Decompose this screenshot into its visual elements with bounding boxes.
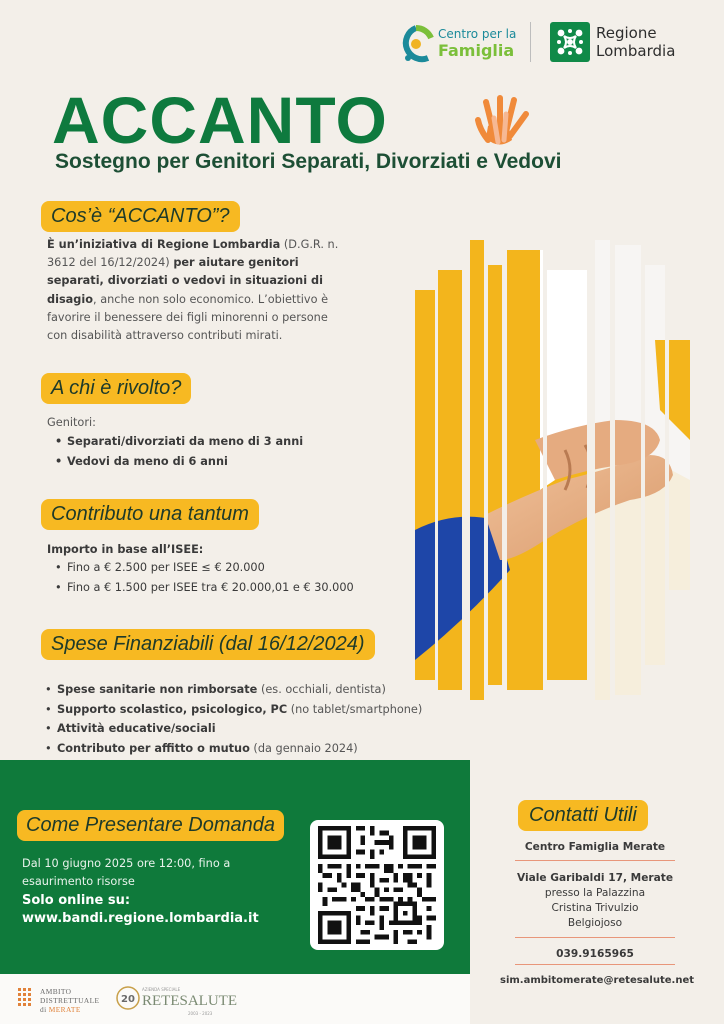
chi-heading: A chi è rivolto? <box>41 373 191 404</box>
rosa-camuna-icon <box>550 22 590 62</box>
hand-icon <box>472 90 534 150</box>
contact-email[interactable]: sim.ambitomerate@retesalute.net <box>500 975 695 986</box>
page-subtitle: Sostegno per Genitori Separati, Divorziati e Vedovi <box>55 150 562 173</box>
list-item: • Spese sanitarie non rimborsate (es. occhiali, dentista) <box>37 680 422 700</box>
contact-address: Viale Garibaldi 17, Merate <box>516 872 674 884</box>
contact-divider <box>515 937 675 938</box>
list-item: • Vedovi da meno di 6 anni <box>47 452 303 472</box>
bandi-link[interactable]: www.bandi.regione.lombardia.it <box>22 911 259 926</box>
contributo-list <box>47 558 354 597</box>
hands-photo <box>415 240 690 700</box>
family-circle-icon <box>398 22 434 66</box>
spese-heading: Spese Finanziabili (dal 16/12/2024) <box>41 629 375 660</box>
domanda-online-label: Solo online su: <box>22 893 131 908</box>
contact-address-detail: presso la Palazzina Cristina Trivulzio Belgiojoso <box>544 887 646 929</box>
list-item: • Fino a € 2.500 per ISEE ≤ € 20.000 <box>47 558 354 578</box>
contact-org: Centro Famiglia Merate <box>524 841 666 853</box>
chi-intro: Genitori: <box>47 416 96 429</box>
regione-lombardia-logo <box>550 22 700 64</box>
cpf-line2: Famiglia <box>438 41 515 60</box>
list-item: • Separati/divorziati da meno di 3 anni <box>47 432 303 452</box>
contact-divider <box>515 964 675 965</box>
list-item: • Fino a € 1.500 per ISEE tra € 20.000,01 e € 30.000 <box>47 578 354 598</box>
cose-description: È un’iniziativa di Regione Lombardia (D.G.R. n. 3612 del 16/12/2024) per aiutare genitori separati, divorziati o vedovi in situazioni di disagio, anche non solo economico. L’obiettivo è favorire il benessere dei figli minorenni o persone con disabilità attraverso contributi mirati. <box>47 238 339 343</box>
spese-list <box>37 680 422 758</box>
retesalute-badge-icon <box>116 986 140 1010</box>
centro-per-la-famiglia-logo <box>398 22 518 66</box>
contributo-intro: Importo in base all’ISEE: <box>47 543 204 556</box>
list-item: • Contributo per affitto o mutuo (da gennaio 2024) <box>37 739 422 759</box>
retesalute-years: 2003 - 2023 <box>188 1011 213 1016</box>
list-item: • Supporto scolastico, psicologico, PC (no tablet/smartphone) <box>37 700 422 720</box>
contributo-heading: Contributo una tantum <box>41 499 259 530</box>
cose-heading: Cos’è “ACCANTO”? <box>41 201 240 232</box>
ambito-logo-text: AMBITO DISTRETTUALE di MERATE <box>40 987 100 1014</box>
cpf-line1: Centro per la <box>438 27 517 41</box>
list-item: • Attività educative/sociali <box>37 719 422 739</box>
qr-code-icon <box>317 826 437 944</box>
rl-name: Regione Lombardia <box>596 24 676 60</box>
contact-phone[interactable]: 039.9165965 <box>556 948 634 960</box>
qr-code[interactable] <box>310 820 444 950</box>
chi-list <box>47 432 303 471</box>
contact-divider <box>515 860 675 861</box>
domanda-date: Dal 10 giugno 2025 ore 12:00, fino a esaurimento risorse <box>22 857 231 888</box>
retesalute-logo-text: RETESALUTE <box>142 993 237 1009</box>
domanda-heading: Come Presentare Domanda <box>17 810 284 841</box>
page-title: ACCANTO <box>52 83 388 157</box>
svg-text:20: 20 <box>121 994 135 1005</box>
logo-divider <box>530 22 531 62</box>
contatti-heading: Contatti Utili <box>518 800 648 831</box>
retesalute-sub: AZIENDA SPECIALE <box>142 987 181 992</box>
ambito-dots-icon <box>18 988 36 1008</box>
